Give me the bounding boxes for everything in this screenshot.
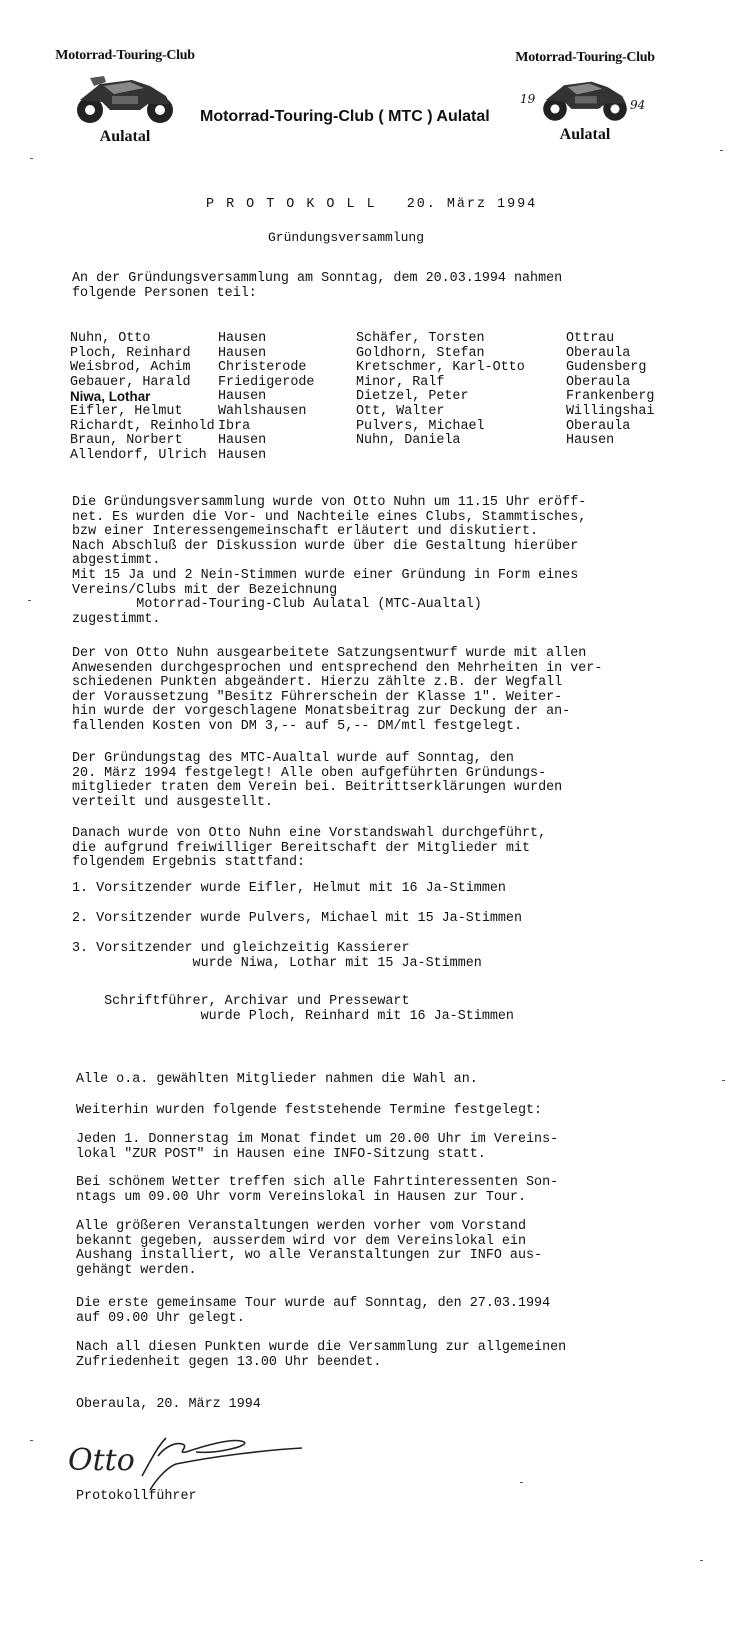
document-title: Motorrad-Touring-Club ( MTC ) Aulatal [200, 108, 490, 125]
intro-paragraph: An der Gründungsversammlung am Sonntag, dem 20.03.1994 nahmen folgende Personen teil: [72, 271, 563, 301]
attendee-town: Oberaula [566, 418, 631, 434]
attendee-name: Richardt, Reinhold [70, 418, 215, 434]
attendee-town: Hausen [218, 389, 267, 405]
attendee-name: Kretschmer, Karl-Otto [356, 360, 525, 376]
attendee-name: Ott, Walter [356, 403, 445, 419]
place-and-date: Oberaula, 20. März 1994 [76, 1397, 261, 1412]
attendee-town: Ottrau [566, 331, 615, 346]
attendee-name: Eifler, Helmut [70, 403, 183, 419]
attendee-name: Schäfer, Torsten [356, 331, 485, 346]
right-logo-club-name: Motorrad-Touring-Club [515, 50, 655, 65]
attendee-town: Hausen [218, 447, 267, 463]
attendee-list [70, 332, 654, 463]
attendee-town: Frankenberg [566, 389, 655, 405]
attendee-name: Ploch, Reinhard [70, 345, 191, 361]
attendee-town: Ibra [218, 418, 251, 434]
attendee-town: Friedigerode [218, 374, 315, 390]
election-result-2: 2. Vorsitzender wurde Pulvers, Michael mit 15 Ja-Stimmen [72, 911, 522, 926]
attendee-row [70, 376, 654, 391]
protocol-subtitle: Gründungsversammlung [268, 230, 425, 245]
attendee-town: Oberaula [566, 374, 631, 390]
right-logo-place: Aulatal [559, 126, 611, 143]
attendee-name: Braun, Norbert [70, 433, 183, 449]
attendee-town: Hausen [218, 345, 267, 361]
attendee-row [70, 347, 654, 362]
paragraph-dates-intro: Weiterhin wurden folgende feststehende Termine festgelegt: [76, 1103, 543, 1118]
paragraph-opening: Die Gründungsversammlung wurde von Otto Nuhn um 11.15 Uhr eröff- net. Es wurden die Vor- und Nachteile eines Clubs, Stammtisches, bzw einer Interessengemeinschaft erläutert und diskutiert. Nach Abschluß der Diskussion wurde über die Gestaltung hierüber abgestimmt. Mit 15 Ja und 2 Nein-Stimmen wurde einer Gründung in Form eines Vereins/Clubs mit der Bezeichnung Motorrad-Touring-Club Aulatal (MTC-Aualtal) zugestimmt. [72, 495, 587, 627]
handwritten-year-left: 19 [520, 92, 536, 106]
election-result-3: 3. Vorsitzender und gleichzeitig Kassierer wurde Niwa, Lothar mit 15 Ja-Stimmen [72, 941, 482, 971]
paragraph-events: Alle größeren Veranstaltungen werden vorher vom Vorstand bekannt gegeben, ausserdem wird vor dem Vereinslokal ein Aushang installiert, wo alle Veranstaltungen zur INFO aus- gehängt werden. [76, 1219, 543, 1278]
attendee-row [70, 361, 654, 376]
attendee-name: Gebauer, Harald [70, 374, 191, 390]
paragraph-monthly-meeting: Jeden 1. Donnerstag im Monat findet um 20.00 Uhr im Vereins- lokal "ZUR POST" in Hausen eine INFO-Sitzung statt. [76, 1132, 559, 1162]
attendee-town: Hausen [218, 331, 267, 346]
attendee-town: Oberaula [566, 345, 631, 361]
attendee-row [70, 449, 654, 464]
signature [66, 1428, 306, 1496]
attendee-town: Wahlshausen [218, 403, 307, 419]
attendee-town: Christerode [218, 360, 307, 376]
paragraph-closing: Nach all diesen Punkten wurde die Versammlung zur allgemeinen Zufriedenheit gegen 13.00 Uhr beendet. [76, 1340, 567, 1370]
election-result-4: Schriftführer, Archivar und Pressewart wurde Ploch, Reinhard mit 16 Ja-Stimmen [104, 994, 514, 1024]
attendee-name: Goldhorn, Stefan [356, 345, 485, 361]
attendee-name: Nuhn, Daniela [356, 433, 461, 449]
attendee-row [70, 420, 654, 435]
paragraph-founding-day: Der Gründungstag des MTC-Aualtal wurde auf Sonntag, den 20. März 1994 festgelegt! Alle oben aufgeführten Gründungs- mitglieder traten dem Verein bei. Beitrittserklärungen wurden verteilt und ausgestellt. [72, 751, 563, 810]
paragraph-board-election: Danach wurde von Otto Nuhn eine Vorstandswahl durchgeführt, die aufgrund freiwilliger Bereitschaft der Mitglieder mit folgendem Ergebnis stattfand: [72, 826, 547, 871]
protocol-heading: P R O T O K O L L 20. März 1994 [206, 197, 538, 212]
attendee-name: Pulvers, Michael [356, 418, 485, 434]
paragraph-sunday-tour: Bei schönem Wetter treffen sich alle Fahrtinteressenten Son- ntags um 09.00 Uhr vorm Vereinslokal in Hausen zur Tour. [76, 1175, 559, 1205]
election-result-1: 1. Vorsitzender wurde Eifler, Helmut mit 16 Ja-Stimmen [72, 881, 506, 896]
handwritten-year-right: 94 [630, 98, 646, 112]
attendee-town: Hausen [218, 433, 267, 449]
attendee-row [70, 332, 654, 347]
attendee-name: Nuhn, Otto [70, 331, 151, 346]
attendee-name: Minor, Ralf [356, 374, 445, 390]
left-logo-place: Aulatal [99, 128, 151, 145]
attendee-name: Dietzel, Peter [356, 389, 469, 405]
attendee-row [70, 390, 654, 405]
left-logo-club-name: Motorrad-Touring-Club [55, 48, 195, 63]
attendee-town: Willingshai [566, 403, 655, 419]
left-club-logo [50, 48, 200, 146]
signature-text: Otto [68, 1443, 135, 1478]
attendee-town: Gudensberg [566, 360, 647, 376]
attendee-name: Weisbrod, Achim [70, 360, 191, 376]
paragraph-statutes: Der von Otto Nuhn ausgearbeitete Satzungsentwurf wurde mit allen Anwesenden durchgesprochen und entsprechend den Mehrheiten in ver- schiedenen Punkten abgeändert. Hierzu zählte z.B. der Wegfall der Voraussetzung "Besitz Führerschein der Klasse 1". Weiter- hin wurde der vorgeschlagene Monatsbeitrag zur Deckung der an- fallenden Kosten von DM 3,-- auf 5,-- DM/mtl festgelegt. [72, 646, 603, 734]
attendee-name: Niwa, Lothar [70, 389, 151, 405]
attendee-name [356, 449, 566, 464]
motorcycle-icon [535, 72, 635, 124]
attendee-name: Allendorf, Ulrich [70, 447, 207, 463]
motorcycle-icon [70, 70, 180, 126]
attendee-town [566, 449, 654, 464]
attendee-town: Hausen [566, 433, 615, 449]
paragraph-acceptance: Alle o.a. gewählten Mitglieder nahmen die Wahl an. [76, 1072, 478, 1087]
paragraph-first-tour: Die erste gemeinsame Tour wurde auf Sonntag, den 27.03.1994 auf 09.00 Uhr gelegt. [76, 1296, 551, 1326]
signer-role: Protokollführer [76, 1489, 197, 1504]
attendee-row [70, 434, 654, 449]
attendee-row [70, 405, 654, 420]
